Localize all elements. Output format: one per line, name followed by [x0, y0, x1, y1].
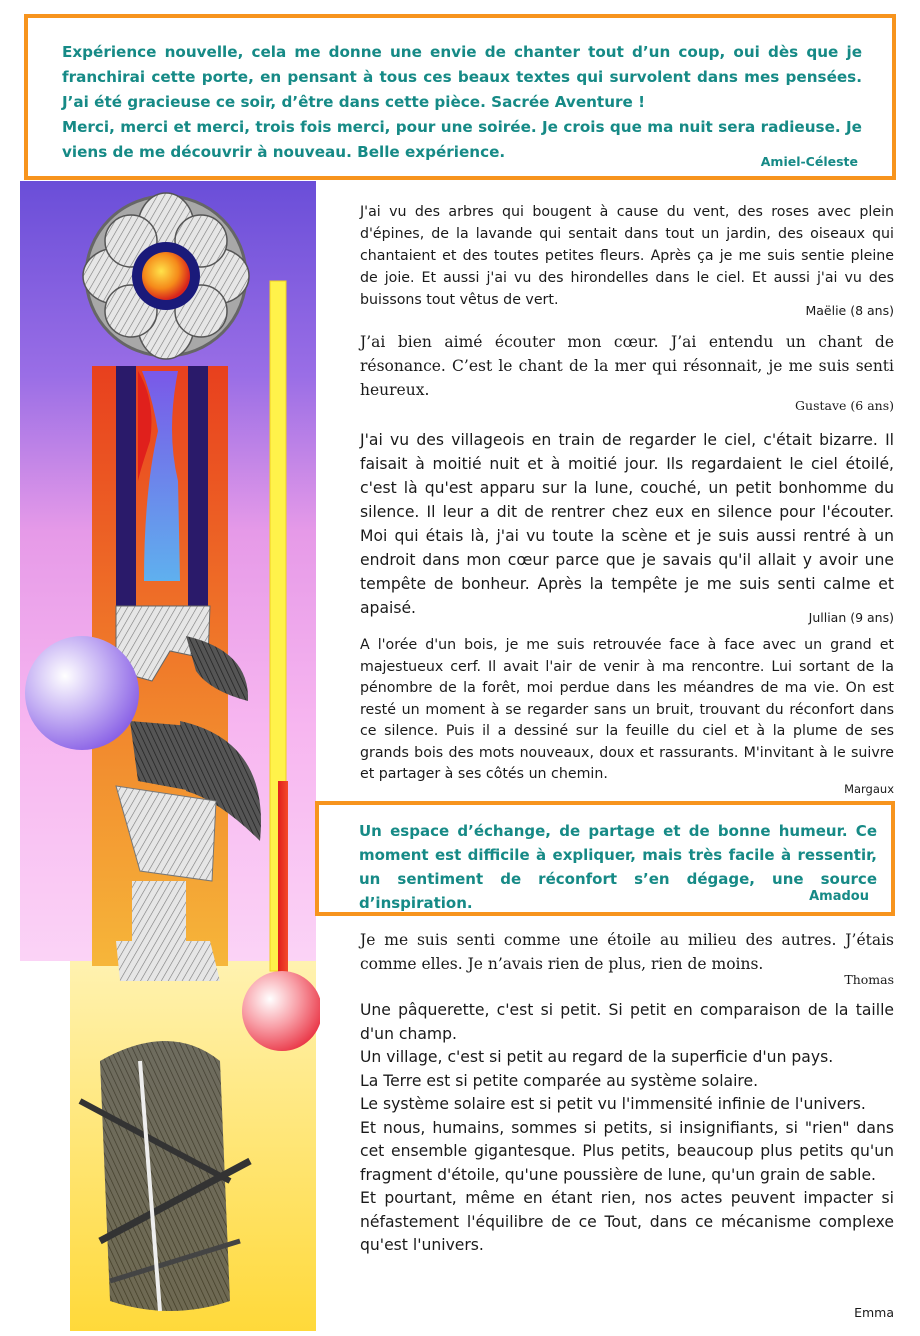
- testimony-emma: [360, 999, 894, 1258]
- testimony-gustave: J’ai bien aimé écouter mon cœur. J’ai entendu un chant de résonance. C’est le chant de la mer qui résonnait, je me suis senti heureux.: [360, 333, 894, 399]
- emma-line: Une pâquerette, c'est si petit. Si petit en comparaison de la taille d'un champ.: [360, 1001, 894, 1043]
- testimony-margaux: A l'orée d'un bois, je me suis retrouvée face à face avec un grand et majestueux cerf. Il avait l'air de venir à ma rencontre. Lui sortant de la pénombre de la forêt, moi perdue dans les méandres de ma vie. On est resté un moment à se regarder sans un bruit, trouvant du réconfort dans ce silence. Puis il a dessiné sur la feuille du ciel et à la plume de ses grands bois des mots nouveaux, doux et rassurants. M'invitant à le suivre et partager à ses côtés un chemin.: [360, 637, 894, 782]
- emma-line: Et pourtant, même en étant rien, nos actes peuvent impacter si néfastement l'équilibre de ce Tout, dans ce mécanisme complexe qu'est l'univers.: [360, 1189, 894, 1254]
- emma-line: La Terre est si petite comparée au système solaire.: [360, 1071, 759, 1090]
- emma-line: Un village, c'est si petit au regard de la superficie d'un pays.: [360, 1048, 834, 1066]
- author-jullian: Jullian (9 ans): [808, 610, 894, 625]
- top-quote-text: Expérience nouvelle, cela me donne une envie de chanter tout d’un coup, oui dès que je franchirai cette porte, en pensant à tous ces beaux textes qui survolent dans mes pensées. J’ai été gracieuse ce soir, d’être dans cette pièce. Sacrée Aventure ! Merci, merci et merci, trois fois merci, pour une soirée. Je crois que ma nuit sera radieuse. Je viens de me découvrir à nouveau. Belle expérience.: [62, 43, 862, 161]
- mid-quote-author: Amadou: [809, 889, 869, 904]
- author-thomas: Thomas: [844, 972, 894, 987]
- decorative-artwork: [20, 181, 320, 1331]
- testimony-jullian: J'ai vu des villageois en train de regarder le ciel, c'était bizarre. Il faisait à moitié nuit et à moitié jour. Ils regardaient le ciel étoilé, c'est là qu'est apparu sur la lune, couché, un petit bonhomme du silence. Il leur a dit de rentrer chez eux en silence pour l'écouter. Moi qui étais là, j'ai vu toute la scène et je suis aussi rentré à un endroit dans mon cœur parce que je savais qu'il allait y avoir une tempête de bonheur. Après la tempête je me suis senti calme et apaisé.: [360, 431, 894, 617]
- author-maelie: Maëlie (8 ans): [805, 303, 894, 318]
- author-margaux: Margaux: [844, 782, 894, 796]
- mid-quote-text: Un espace d’échange, de partage et de bonne humeur. Ce moment est difficile à expliquer, mais très facile à ressentir, un sentiment de réconfort s’en dégage, une source d’inspiration.: [359, 822, 877, 912]
- author-emma: Emma: [854, 1305, 894, 1320]
- mid-quote-box: [315, 801, 895, 916]
- top-quote-box: [24, 14, 896, 180]
- emma-line: Le système solaire est si petit vu l'immensité infinie de l'univers.: [360, 1095, 866, 1113]
- testimony-maelie: J'ai vu des arbres qui bougent à cause du vent, des roses avec plein d'épines, de la lavande qui sentait dans tout un jardin, des oiseaux qui chantaient et des toutes petites fleurs. Après ça je me suis sentie pleine de joie. Et aussi j'ai vu des hirondelles dans le ciel. Et aussi j'ai vu des buissons tout vêtus de vert.: [360, 204, 894, 308]
- top-quote-author: Amiel-Céleste: [760, 154, 858, 169]
- author-gustave: Gustave (6 ans): [795, 398, 894, 413]
- testimony-thomas: Je me suis senti comme une étoile au milieu des autres. J’étais comme elles. Je n’avais rien de plus, rien de moins.: [360, 931, 894, 973]
- emma-line: Et nous, humains, sommes si petits, si insignifiants, si "rien" dans cet ensemble gigantesque. Plus petits, beaucoup plus petits qu'un fragment d'étoile, qu'une poussière de lune, qu'un grain de sable.: [360, 1118, 894, 1184]
